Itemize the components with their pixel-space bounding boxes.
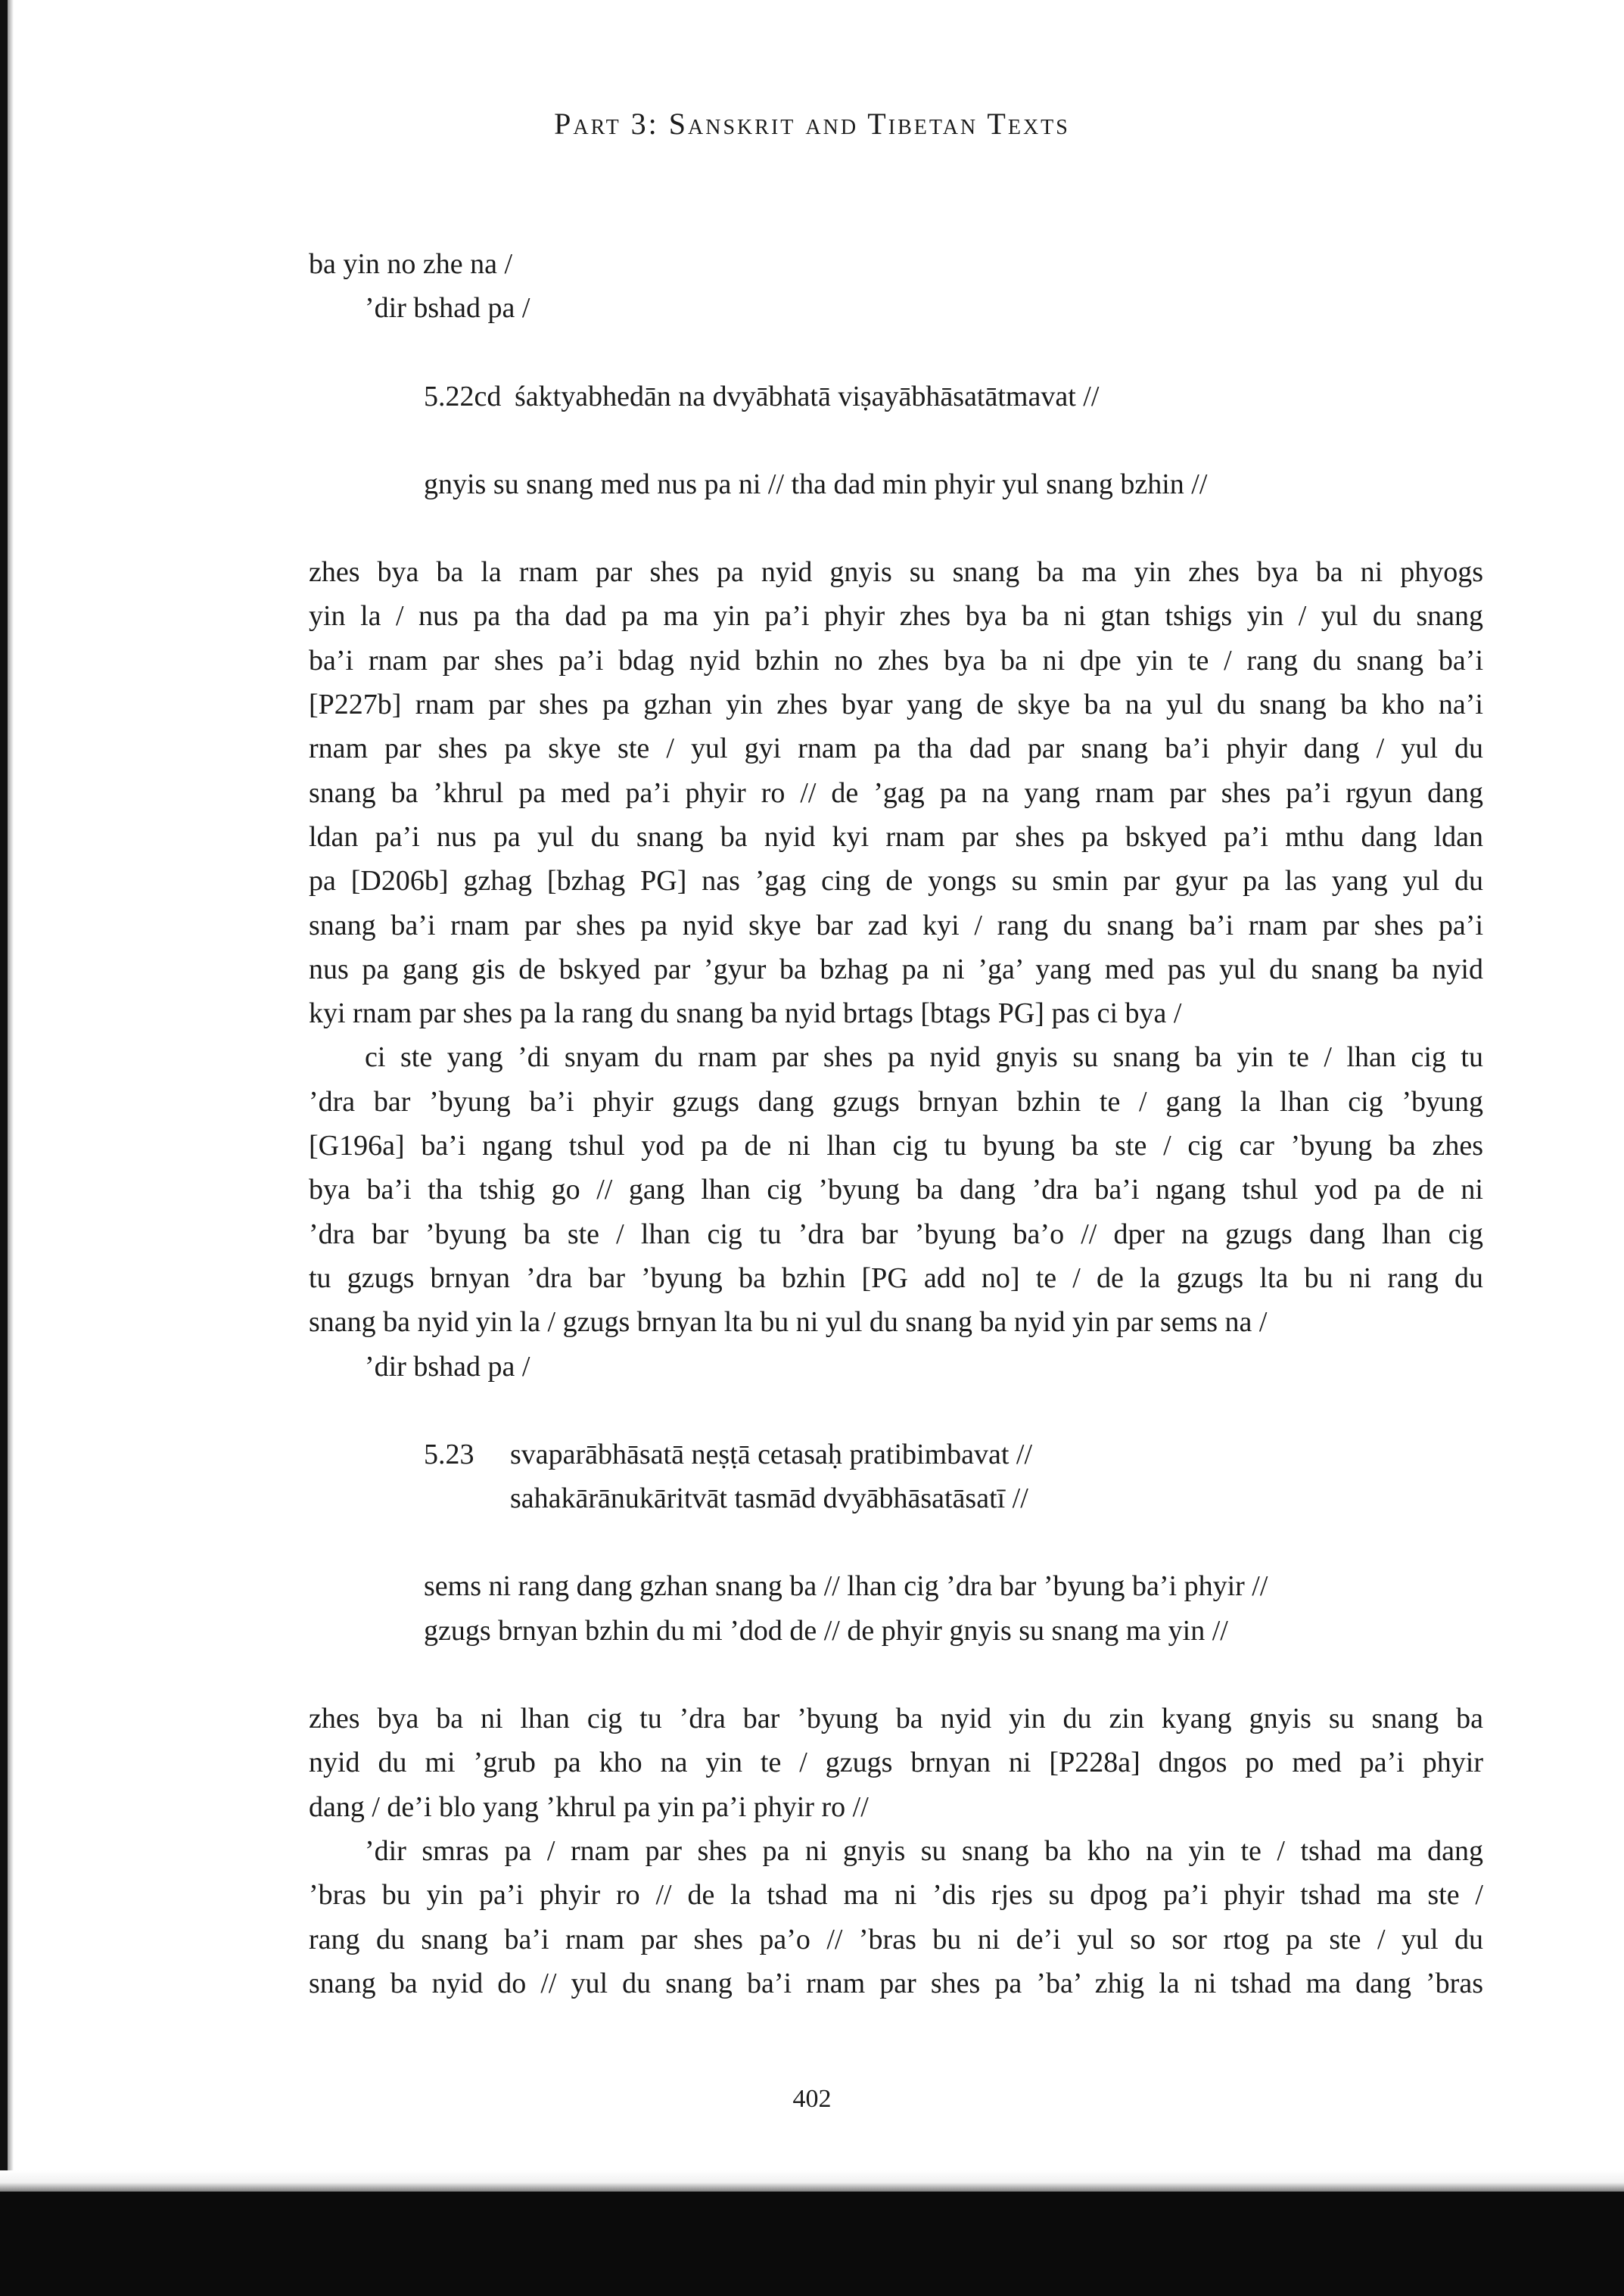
text-line: rnam par shes pa skye ste / yul gyi rnam pa tha dad par snang ba’i phyir dang / yul du [309,733,1483,765]
tibetan-verse-line: gzugs brnyan bzhin du mi ’dod de // de phyir gnyis su snang ma yin // [424,1614,1228,1647]
text-line: ba’i rnam par shes pa’i bdag nyid bzhin no zhes bya ba ni dpe yin te / rang du snang ba’i [309,644,1483,677]
text-line: ci ste yang ’di snyam du rnam par shes pa nyid gnyis su snang ba yin te / lhan cig tu [365,1041,1483,1074]
verse-number: 5.22cd [424,380,502,412]
text-line: nus pa gang gis de bskyed par ’gyur ba bzhag pa ni ’ga’ yang med pas yul du snang ba nyid [309,953,1483,985]
text-line: dang / de’i blo yang ’khrul pa yin pa’i phyir ro // [309,1790,869,1823]
tibetan-verse-line: gnyis su snang med nus pa ni // tha dad min phyir yul snang bzhin // [424,468,1208,500]
text-line: kyi rnam par shes pa la rang du snang ba nyid brtags [btags PG] pas ci bya / [309,997,1182,1030]
text-line: ’dra bar ’byung ba ste / lhan cig tu ’dra bar ’byung ba’o // dper na gzugs dang lhan cig [309,1218,1483,1250]
text-line: rang du snang ba’i rnam par shes pa’o // ’bras bu ni de’i yul so sor rtog pa ste / yul du [309,1923,1483,1955]
text-line: snang ba’i rnam par shes pa nyid skye bar zad kyi / rang du snang ba’i rnam par shes pa’i [309,909,1483,941]
text-line: ’bras bu yin pa’i phyir ro // de la tshad ma ni ’dis rjes su dpog pa’i phyir tshad ma ste / [309,1879,1483,1912]
text-line: [P227b] rnam par shes pa gzhan yin zhes byar yang de skye ba na yul du snang ba kho na’i [309,689,1483,721]
page-number: 402 [792,2085,832,2113]
page-body [309,242,1483,2005]
running-head: Part 3: Sanskrit and Tibetan Texts [554,107,1070,141]
text-line: yin la / nus pa tha dad pa ma yin pa’i phyir zhes bya ba ni gtan tshigs yin / yul du snang [309,600,1483,633]
text-line: pa [D206b] gzhag [bzhag PG] nas ’gag cing de yongs su smin par gyur pa las yang yul du [309,865,1483,898]
text-line: tu gzugs brnyan ’dra bar ’byung ba bzhin [PG add no] te / de la gzugs lta bu ni rang du [309,1262,1483,1294]
commentary-paragraph [309,1697,1483,1829]
text-line: ldan pa’i nus pa yul du snang ba nyid kyi rnam par shes pa bskyed pa’i mthu dang ldan [309,820,1483,853]
text-line: ’dir bshad pa / [365,292,530,325]
spacer [424,418,1483,462]
commentary-paragraph [309,1035,1483,1388]
text-line: [G196a] ba’i ngang tshul yod pa de ni lhan cig tu byung ba ste / cig car ’byung ba zhes [309,1130,1483,1162]
spacer [424,1520,1483,1564]
spacer [309,506,1483,550]
sanskrit-verse-line: svaparābhāsatā neṣṭā cetasaḥ pratibimbavat // [510,1438,1033,1470]
text-line: nyid du mi ’grub pa kho na yin te / gzugs brnyan ni [P228a] dngos po med pa’i phyir [309,1747,1483,1779]
verse-5-23 [309,1433,1483,1653]
text-line: ba yin no zhe na / [309,248,513,280]
spacer [309,331,1483,375]
scan-left-edge [0,0,8,2187]
text-line: ’dir bshad pa / [365,1350,530,1383]
scan-bottom-shadow [0,2192,1624,2296]
verse-5-22cd [309,375,1483,507]
text-line: ’dir smras pa / rnam par shes pa ni gnyis su snang ba kho na yin te / tshad ma dang [365,1834,1483,1867]
text-line: snang ba nyid do // yul du snang ba’i rnam par shes pa ’ba’ zhig la ni tshad ma dang ’bras [309,1967,1483,1999]
sanskrit-verse-line: sahakārānukāritvāt tasmād dvyābhāsatāsatī // [510,1482,1028,1515]
text-line: zhes bya ba la rnam par shes pa nyid gnyis su snang ba ma yin zhes bya ba ni phyogs [309,556,1483,589]
sanskrit-verse-line: śaktyabhedān na dvyābhatā viṣayābhāsatātmavat // [515,380,1100,412]
tibetan-verse-line: sems ni rang dang gzhan snang ba // lhan cig ’dra bar ’byung ba’i phyir // [424,1570,1268,1603]
text-line: ’dra bar ’byung ba’i phyir gzugs dang gzugs brnyan bzhin te / gang la lhan cig ’byung [309,1085,1483,1118]
verse-number-spacer [424,1476,510,1520]
commentary-paragraph [309,1829,1483,2005]
commentary-paragraph [309,550,1483,1035]
spacer [309,1653,1483,1697]
text-line: bya ba’i tha tshig go // gang lhan cig ’byung ba dang ’dra ba’i ngang tshul yod pa de ni [309,1174,1483,1206]
spacer [309,1389,1483,1433]
text-line: snang ba ’khrul pa med pa’i phyir ro // de ’gag pa na yang rnam par shes pa’i rgyun dang [309,776,1483,809]
text-line: snang ba nyid yin la / gzugs brnyan lta bu ni yul du snang ba nyid yin par sems na / [309,1306,1268,1339]
text-line: zhes bya ba ni lhan cig tu ’dra bar ’byung ba nyid yin du zin kyang gnyis su snang ba [309,1703,1483,1735]
verse-number: 5.23 [424,1438,474,1470]
